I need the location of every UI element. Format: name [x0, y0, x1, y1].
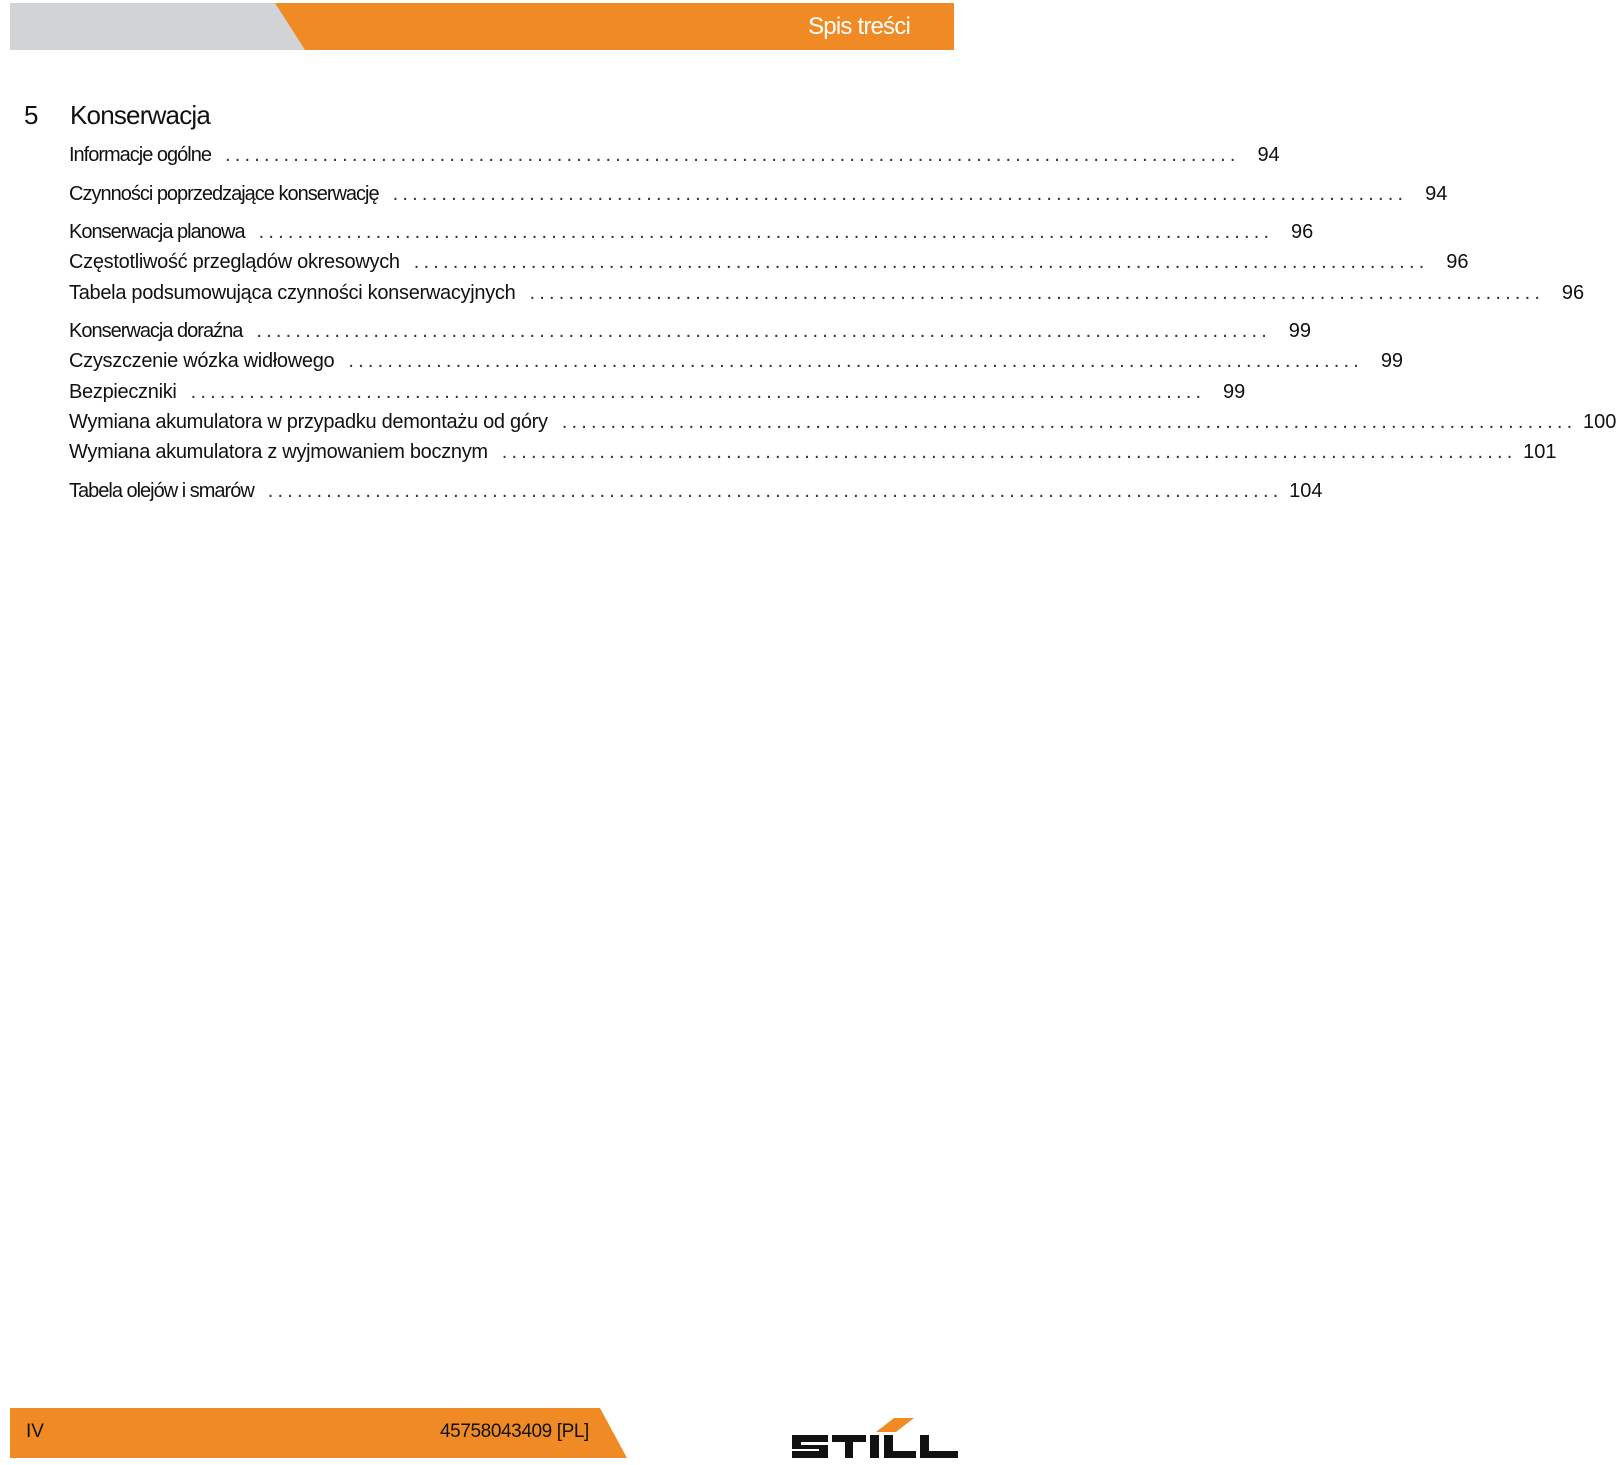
page-number: IV: [26, 1421, 44, 1442]
toc-entry-page: 96: [1561, 282, 1585, 304]
dot-leader: ........................................................................................................: [258, 221, 1274, 243]
dot-leader: ........................................................................................................: [392, 183, 1408, 205]
dot-leader: ........................................................................................................: [561, 411, 1577, 433]
toc-entry-label: Bezpieczniki: [69, 381, 177, 403]
toc-entry-page: 104: [1289, 480, 1323, 502]
toc-entry-page: 99: [1288, 320, 1312, 342]
toc-entry[interactable]: [69, 183, 1448, 209]
toc-entry-label: Tabela olejów i smarów: [69, 480, 254, 502]
dot-leader: ........................................................................................................: [348, 350, 1364, 372]
toc-entry[interactable]: [69, 282, 1585, 308]
toc-entry[interactable]: [69, 381, 1246, 407]
toc-entry-page: 96: [1446, 251, 1469, 273]
toc-entry-page: 94: [1257, 144, 1280, 166]
toc-entry[interactable]: [69, 441, 1557, 467]
toc-entry[interactable]: [69, 411, 1616, 437]
toc-entry-label: Wymiana akumulatora w przypadku demontażu od góry: [69, 411, 548, 433]
toc-entry-label: Konserwacja doraźna: [69, 320, 243, 342]
chapter-title: Konserwacja: [70, 100, 211, 130]
toc-entry-page: 99: [1380, 350, 1404, 372]
toc-entry[interactable]: [69, 144, 1280, 170]
dot-leader: ........................................................................................................: [224, 144, 1240, 166]
toc-entry[interactable]: [69, 251, 1469, 277]
toc-entry-page: 101: [1523, 441, 1557, 463]
dot-leader: ........................................................................................................: [267, 480, 1283, 502]
toc-entry-label: Wymiana akumulatora z wyjmowaniem bocznym: [69, 441, 488, 463]
toc-entry-label: Czynności poprzedzające konserwację: [69, 183, 379, 205]
toc-entry-page: 94: [1425, 183, 1448, 205]
toc-entry-label: Częstotliwość przeglądów okresowych: [69, 251, 400, 273]
toc-entry[interactable]: [69, 350, 1404, 376]
toc-entry-page: 96: [1291, 221, 1314, 243]
toc-entry-label: Tabela podsumowująca czynności konserwacyjnych: [69, 282, 516, 304]
page-title: Spis treści: [808, 13, 910, 40]
footer: [10, 1408, 954, 1458]
toc-entry-page: 99: [1223, 381, 1246, 403]
still-logo-mark: [790, 1418, 960, 1458]
chapter-number: 5: [24, 100, 38, 130]
document-number: 45758043409 [PL]: [440, 1421, 589, 1442]
toc-entry-page: 100: [1583, 411, 1616, 433]
toc-entry-label: Czyszczenie wózka widłowego: [69, 350, 335, 372]
toc-entry-label: Konserwacja planowa: [69, 221, 245, 243]
toc-entry-label: Informacje ogólne: [69, 144, 211, 166]
header-band: [10, 3, 954, 50]
dot-leader: ........................................................................................................: [529, 282, 1545, 304]
toc-entry[interactable]: [69, 480, 1323, 506]
dot-leader: ........................................................................................................: [413, 251, 1429, 273]
dot-leader: ........................................................................................................: [256, 320, 1272, 342]
toc-entry[interactable]: [69, 320, 1312, 346]
toc-entry[interactable]: [69, 221, 1314, 247]
dot-leader: ........................................................................................................: [190, 381, 1206, 403]
dot-leader: ........................................................................................................: [501, 441, 1517, 463]
